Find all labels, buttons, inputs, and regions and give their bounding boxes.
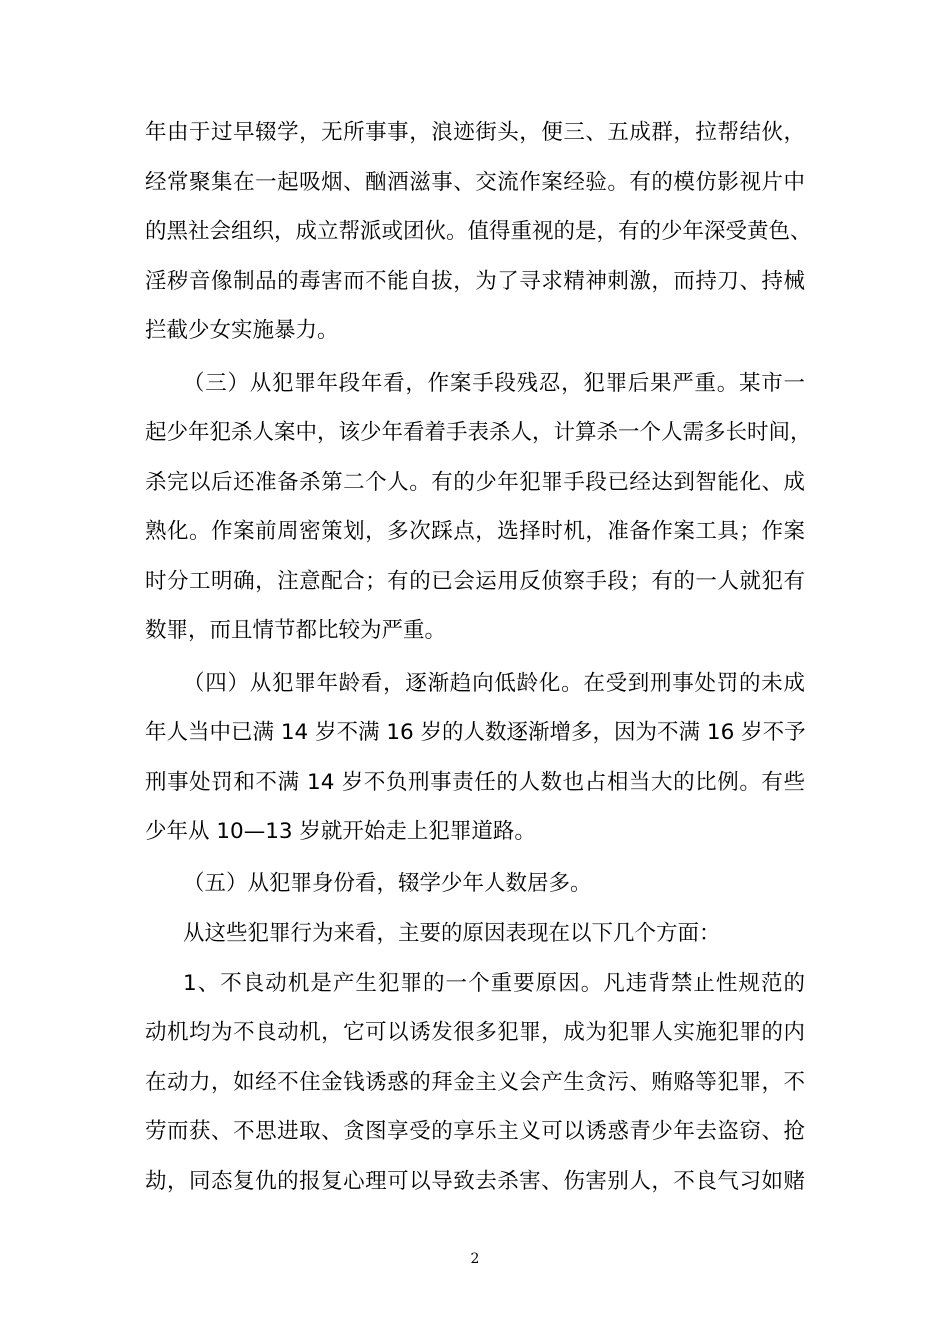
body-text-line: 年人当中已满 14 岁不满 16 岁的人数逐渐增多，因为不满 16 岁不予 [145,720,806,745]
paragraph-start-line: （四）从犯罪年龄看，逐渐趋向低龄化。在受到刑事处罚的未成 [183,671,805,696]
body-text-line: 数罪，而且情节都比较为严重。 [145,618,447,643]
body-text-line: 拦截少女实施暴力。 [145,318,339,343]
body-text-line: 在动力，如经不住金钱诱惑的拜金主义会产生贪污、贿赂等犯罪，不 [145,1070,805,1095]
paragraph-start-line: （三）从犯罪年段年看，作案手段残忍，犯罪后果严重。某市一 [183,371,805,396]
body-text-line: 经常聚集在一起吸烟、酗酒滋事、交流作案经验。有的模仿影视片中 [145,170,805,195]
paragraph-start-line: 1、不良动机是产生犯罪的一个重要原因。凡违背禁止性规范的 [183,971,805,996]
page-number: 2 [470,1251,480,1267]
body-text-line: 刑事处罚和不满 14 岁不负刑事责任的人数也占相当大的比例。有些 [145,770,805,795]
paragraph-start-line: （五）从犯罪身份看，辍学少年人数居多。 [183,871,592,896]
body-text-line: 起少年犯杀人案中，该少年看着手表杀人，计算杀一个人需多长时间， [145,420,812,445]
body-text-line: 年由于过早辍学，无所事事，浪迹街头，便三、五成群，拉帮结伙， [145,120,805,145]
body-text-line: 时分工明确，注意配合；有的已会运用反侦察手段；有的一人就犯有 [145,569,805,594]
body-text-line: 少年从 10—13 岁就开始走上犯罪道路。 [145,819,536,844]
body-text-line: 淫秽音像制品的毒害而不能自拔，为了寻求精神刺激，而持刀、持械 [145,269,805,294]
body-text-line: 劳而获、不思进取、贪图享受的享乐主义可以诱惑青少年去盗窃、抢 [145,1119,805,1144]
body-text-line: 动机均为不良动机，它可以诱发很多犯罪，成为犯罪人实施犯罪的内 [145,1020,805,1045]
paragraph-start-line: 从这些犯罪行为来看，主要的原因表现在以下几个方面： [183,921,721,946]
body-text-line: 的黑社会组织，成立帮派或团伙。值得重视的是，有的少年深受黄色、 [145,219,812,244]
body-text-line: 劫，同态复仇的报复心理可以导致去杀害、伤害别人，不良气习如赌 [145,1169,805,1194]
body-text-line: 杀完以后还准备杀第二个人。有的少年犯罪手段已经达到智能化、成 [145,470,805,495]
body-text-line: 熟化。作案前周密策划，多次踩点，选择时机，准备作案工具；作案 [145,519,805,544]
